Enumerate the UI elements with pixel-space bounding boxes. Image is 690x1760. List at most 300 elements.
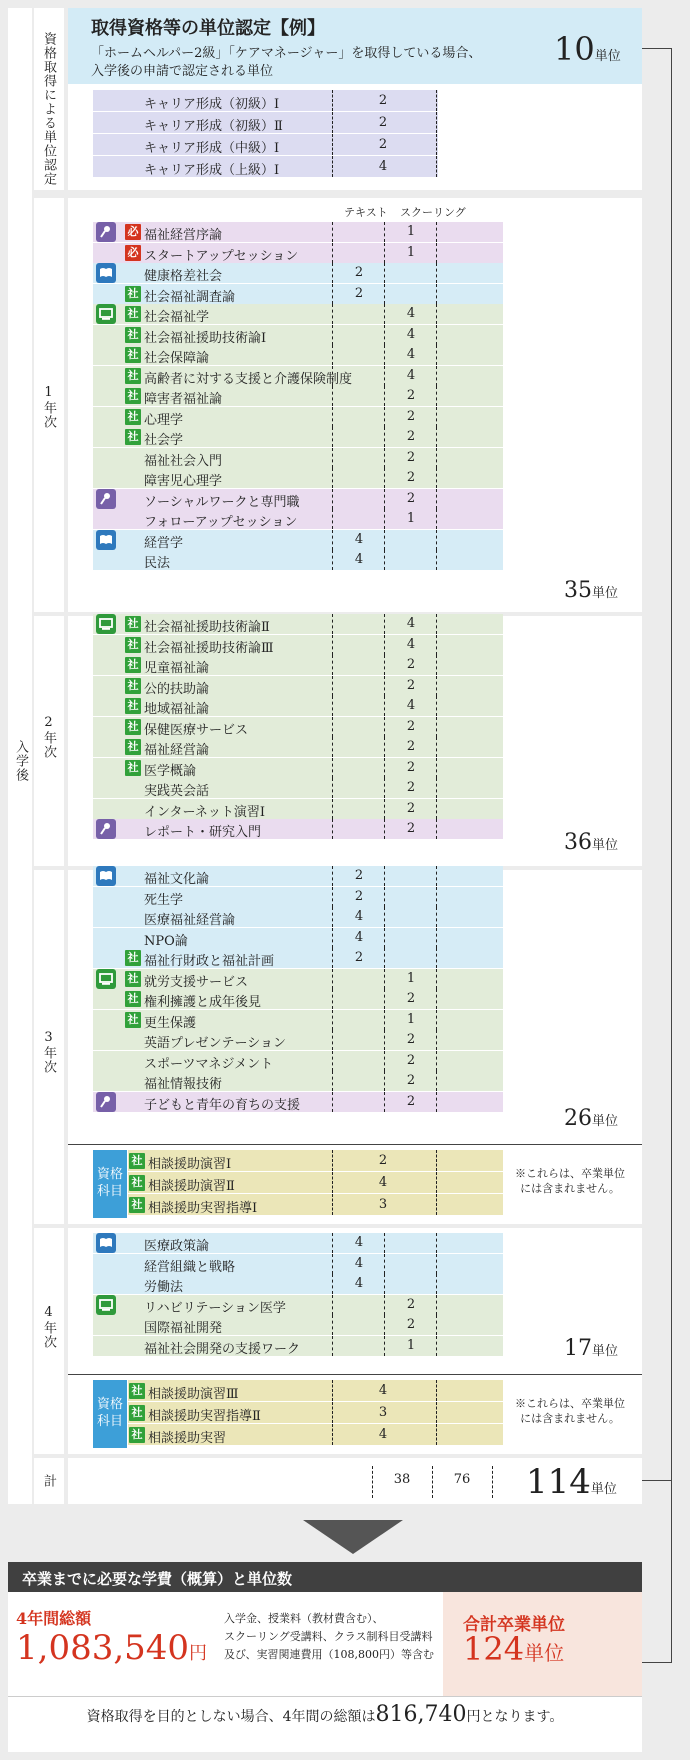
year4-note: ※これらは、卒業単位 には含まれません。 <box>515 1397 625 1425</box>
col-divider <box>436 635 437 655</box>
col-divider <box>332 635 333 655</box>
badge-icon: 社 <box>129 1405 145 1421</box>
badge-icon: 社 <box>125 327 141 343</box>
certification-desc-2: 入学後の申請で認定される単位 <box>91 64 274 79</box>
subject-name: キャリア形成（初級）Ⅱ <box>144 119 283 134</box>
admission-label: 入学後 <box>13 740 28 782</box>
schooling-units: 2 <box>406 657 416 672</box>
credit-side-label: 資格取得による単位認定 <box>41 32 56 186</box>
subject-name: レポート・研究入門 <box>144 825 262 840</box>
subject-name: 英語プレゼンテーション <box>144 1036 286 1051</box>
col-divider <box>332 1233 333 1253</box>
schooling-units: 2 <box>406 449 416 465</box>
col-divider <box>436 550 437 570</box>
schooling-units: 1 <box>406 970 416 986</box>
qual-units: 2 <box>378 1153 388 1168</box>
subject-name: 就労支援サービス <box>144 974 249 990</box>
table-row <box>68 489 642 509</box>
col-divider <box>332 655 333 675</box>
badge-icon: 社 <box>125 678 141 694</box>
col-divider <box>436 1194 437 1215</box>
qual-units: 3 <box>378 1405 388 1420</box>
col-divider <box>384 1336 385 1356</box>
schooling-units: 1 <box>406 244 416 260</box>
col-divider <box>332 112 333 133</box>
monitor-icon <box>96 304 116 324</box>
col-divider <box>332 799 333 819</box>
col-divider <box>436 1315 437 1335</box>
connector-top <box>642 48 672 49</box>
col-divider <box>436 1150 437 1171</box>
table-row <box>68 90 642 111</box>
col-divider <box>332 887 333 907</box>
subject-name: 医学概論 <box>144 763 197 779</box>
subject-name: リハビリテーション医学 <box>144 1300 286 1316</box>
col-divider <box>384 386 385 406</box>
col-divider <box>384 427 385 447</box>
col-divider <box>384 696 385 716</box>
badge-icon: 社 <box>125 1012 141 1028</box>
schooling-units: 1 <box>406 511 416 526</box>
text-units: 2 <box>354 285 364 301</box>
subject-name: 子どもと青年の育ちの支援 <box>144 1097 301 1113</box>
col-divider <box>384 325 385 345</box>
year2-units: 36単位 <box>564 830 619 855</box>
year4-qual-label: 資格科目 <box>93 1380 127 1448</box>
qual-units: 3 <box>378 1197 388 1212</box>
down-arrow-icon <box>303 1520 403 1554</box>
total-dash-2 <box>432 1466 433 1498</box>
col-divider <box>384 304 385 324</box>
col-divider <box>436 509 437 529</box>
col-divider <box>436 1233 437 1253</box>
col-divider <box>436 263 437 283</box>
subject-name: キャリア形成（初級）Ⅰ <box>144 97 280 112</box>
credit-units: 2 <box>378 93 388 108</box>
text-units: 4 <box>354 531 364 547</box>
schooling-units: 1 <box>406 224 416 239</box>
schooling-units: 2 <box>406 490 416 506</box>
subject-name: 福祉経営序論 <box>144 228 223 243</box>
qual-units: 4 <box>378 1427 388 1442</box>
mic-icon <box>96 489 116 509</box>
col-divider <box>332 325 333 345</box>
col-divider <box>384 1051 385 1071</box>
table-row <box>68 345 642 365</box>
subject-name: 社会福祉学 <box>144 310 210 325</box>
table-row <box>68 969 642 989</box>
col-divider <box>332 1254 333 1274</box>
total-label: 計 <box>41 1474 56 1488</box>
qual-units: 4 <box>378 1383 388 1398</box>
text-units: 4 <box>354 929 364 945</box>
col-divider <box>384 284 385 304</box>
subject-name: フォローアップセッション <box>144 515 298 530</box>
col-divider <box>436 304 437 324</box>
table-row <box>68 655 642 675</box>
table-row <box>68 1010 642 1030</box>
text-units: 4 <box>354 909 364 924</box>
badge-icon: 社 <box>125 698 141 714</box>
subject-name: 国際福祉開発 <box>144 1321 223 1336</box>
fee-note: 入学金、授業料（教材費含む）、 スクーリング受講料、クラス制科目受講料 及び、実習関連費用（108,800円）等含む <box>224 1612 435 1661</box>
badge-icon: 社 <box>125 388 141 404</box>
col-divider <box>332 468 333 488</box>
text-units: 2 <box>354 868 364 883</box>
table-row <box>68 799 642 819</box>
subject-name: 死生学 <box>144 892 184 908</box>
schooling-units: 2 <box>406 718 416 734</box>
col-divider <box>384 530 385 550</box>
year4-label: 4年次 <box>41 1305 56 1349</box>
col-divider <box>436 655 437 675</box>
subject-name: 医療福祉経営論 <box>144 913 236 928</box>
col-divider <box>332 509 333 529</box>
col-divider <box>332 758 333 778</box>
year3-rows <box>68 866 642 1112</box>
subject-name: スポーツマネジメント <box>144 1056 274 1072</box>
connector-mid <box>642 1480 672 1481</box>
col-divider <box>332 778 333 798</box>
subject-name: NPO論 <box>144 933 188 949</box>
col-divider <box>384 928 385 948</box>
subject-name: 経営学 <box>144 535 184 551</box>
col-divider <box>384 778 385 798</box>
col-divider <box>436 1092 437 1112</box>
badge-icon: 社 <box>125 347 141 363</box>
col-divider <box>332 156 333 177</box>
credit-units: 2 <box>378 115 388 130</box>
table-row <box>68 758 642 778</box>
col-divider <box>436 448 437 468</box>
qual-units: 4 <box>378 1175 388 1190</box>
subject-name: 労働法 <box>144 1280 184 1295</box>
table-row <box>68 1092 642 1112</box>
certification-section <box>68 8 642 190</box>
table-row <box>68 112 642 133</box>
col-divider <box>384 907 385 927</box>
col-divider <box>384 222 385 242</box>
book-icon <box>96 263 116 283</box>
text-units: 4 <box>354 1235 364 1250</box>
total-schooling: 76 <box>453 1472 471 1487</box>
table-row <box>68 635 642 655</box>
subject-name: 福祉情報技術 <box>144 1077 223 1092</box>
table-row <box>68 386 642 406</box>
year1-rows <box>68 222 642 571</box>
total-dash-1 <box>372 1466 373 1498</box>
subject-name: ソーシャルワークと専門職 <box>144 494 300 510</box>
col-divider <box>436 948 437 968</box>
col-divider <box>332 448 333 468</box>
subject-name: 医療政策論 <box>144 1239 210 1254</box>
col-divider <box>332 1336 333 1356</box>
year3-units: 26単位 <box>564 1106 619 1131</box>
subject-name: 相談援助演習Ⅱ <box>148 1179 235 1194</box>
subject-name: 社会学 <box>144 433 184 448</box>
badge-icon: 社 <box>125 286 141 302</box>
col-divider <box>436 696 437 716</box>
summary-box <box>8 1562 642 1752</box>
monitor-icon <box>96 969 116 989</box>
schooling-units: 2 <box>406 759 416 775</box>
subject-name: 相談援助演習Ⅲ <box>148 1387 239 1402</box>
text-units: 2 <box>354 888 364 904</box>
col-divider <box>384 799 385 819</box>
badge-icon: 社 <box>125 306 141 322</box>
year3-divider <box>68 1144 642 1145</box>
year4-rows <box>68 1233 642 1356</box>
col-divider <box>384 758 385 778</box>
col-divider <box>332 1402 333 1423</box>
col-divider <box>332 1380 333 1401</box>
col-divider <box>436 134 437 155</box>
badge-icon: 社 <box>125 739 141 755</box>
col-divider <box>332 1051 333 1071</box>
table-row <box>68 222 642 242</box>
subject-name: 福祉経営論 <box>144 743 210 758</box>
mic-icon <box>96 819 116 839</box>
subject-name: 経営組織と戦略 <box>144 1259 236 1275</box>
table-row <box>68 1233 642 1253</box>
badge-icon: 社 <box>129 1175 145 1191</box>
badge-icon: 社 <box>125 760 141 776</box>
col-divider <box>332 366 333 386</box>
table-row <box>68 263 642 283</box>
col-divider <box>436 799 437 819</box>
summary-divider <box>8 1696 642 1697</box>
subject-name: 社会福祉調査論 <box>144 289 236 305</box>
col-divider <box>384 468 385 488</box>
col-divider <box>384 1071 385 1091</box>
col-divider <box>436 530 437 550</box>
subject-name: 福祉文化論 <box>144 872 210 887</box>
subject-name: 民法 <box>144 556 171 571</box>
badge-icon: 社 <box>125 950 141 966</box>
schooling-units: 2 <box>406 429 416 444</box>
subject-name: 健康格差社会 <box>144 269 223 284</box>
col-divider <box>332 550 333 570</box>
col-divider <box>384 969 385 989</box>
col-divider <box>332 1010 333 1030</box>
year4-divider <box>68 1374 642 1375</box>
col-divider <box>332 1274 333 1294</box>
table-row <box>68 448 642 468</box>
year2-section <box>68 616 642 866</box>
table-row <box>68 427 642 447</box>
table-row <box>68 948 642 968</box>
col-divider <box>436 1336 437 1356</box>
badge-icon: 必 <box>125 224 141 240</box>
col-divider <box>384 448 385 468</box>
table-row <box>68 989 642 1009</box>
badge-icon: 社 <box>125 409 141 425</box>
col-divider <box>436 758 437 778</box>
table-row <box>68 676 642 696</box>
col-divider <box>332 386 333 406</box>
col-divider <box>332 1315 333 1335</box>
col-divider <box>332 928 333 948</box>
col-divider <box>436 90 437 111</box>
total-text: 38 <box>393 1472 411 1487</box>
col-divider <box>384 489 385 509</box>
col-divider <box>332 530 333 550</box>
subject-name: 社会保障論 <box>144 351 210 366</box>
certification-desc-1: 「ホームヘルパー2級」「ケアマネージャー」を取得している場合、 <box>91 46 482 61</box>
subject-name: 相談援助実習指導Ⅱ <box>148 1409 261 1424</box>
col-divider <box>332 407 333 427</box>
schooling-units: 4 <box>406 326 416 342</box>
table-row <box>68 1051 642 1071</box>
col-divider <box>332 866 333 886</box>
schooling-units: 1 <box>406 1337 416 1353</box>
col-divider <box>384 550 385 570</box>
badge-icon: 社 <box>125 616 141 632</box>
col-divider <box>436 284 437 304</box>
subject-name: 地域福祉論 <box>144 702 210 717</box>
col-divider <box>384 717 385 737</box>
col-divider <box>384 866 385 886</box>
year4-units: 17単位 <box>564 1336 619 1361</box>
schooling-units: 2 <box>406 780 416 795</box>
col-divider <box>332 90 333 111</box>
certification-rows <box>68 90 642 188</box>
col-divider <box>332 1424 333 1445</box>
year1-label: 1年次 <box>41 385 56 429</box>
schooling-units: 1 <box>406 1011 416 1027</box>
col-divider <box>384 1233 385 1253</box>
col-divider <box>384 635 385 655</box>
grad-label: 合計卒業単位 <box>463 1615 565 1635</box>
badge-icon: 社 <box>129 1153 145 1169</box>
subject-name: 相談援助演習Ⅰ <box>148 1157 232 1172</box>
subject-name: 権利擁護と成年後見 <box>144 995 262 1010</box>
subject-name: 相談援助実習指導Ⅰ <box>148 1201 258 1216</box>
text-units: 4 <box>354 1255 364 1271</box>
subject-name: 障害児心理学 <box>144 474 223 489</box>
table-row <box>68 1424 642 1445</box>
schooling-units: 2 <box>406 388 416 403</box>
subject-name: 心理学 <box>144 412 184 428</box>
col-divider <box>436 112 437 133</box>
badge-icon: 社 <box>129 1383 145 1399</box>
col-divider <box>384 1274 385 1294</box>
table-row <box>68 1254 642 1274</box>
col-divider <box>436 1402 437 1423</box>
schooling-units: 4 <box>406 698 416 713</box>
table-row <box>68 887 642 907</box>
col-divider <box>384 655 385 675</box>
col-divider <box>436 1424 437 1445</box>
book-icon <box>96 530 116 550</box>
schooling-units: 2 <box>406 991 416 1006</box>
table-row <box>68 284 642 304</box>
col-divider <box>332 222 333 242</box>
badge-icon: 社 <box>125 368 141 384</box>
col-divider <box>436 907 437 927</box>
col-divider <box>332 1150 333 1171</box>
subject-name: 更生保護 <box>144 1015 197 1031</box>
col-divider <box>332 717 333 737</box>
schooling-units: 2 <box>406 1093 416 1109</box>
col-divider <box>436 345 437 365</box>
col-divider <box>436 989 437 1009</box>
book-icon <box>96 866 116 886</box>
table-row <box>68 325 642 345</box>
table-row <box>68 304 642 324</box>
connector-vertical <box>671 48 672 1662</box>
col-divider <box>332 819 333 839</box>
book-icon <box>96 1233 116 1253</box>
col-divider <box>384 948 385 968</box>
schooling-units: 4 <box>406 636 416 652</box>
subject-name: 公的扶助論 <box>144 681 210 697</box>
mic-icon <box>96 222 116 242</box>
col-divider <box>436 1295 437 1315</box>
col-divider <box>436 614 437 634</box>
badge-icon: 社 <box>129 1197 145 1213</box>
schooling-units: 4 <box>406 347 416 362</box>
table-row <box>68 928 642 948</box>
summary-header-title: 卒業までに必要な学費（概算）と単位数 <box>22 1570 293 1588</box>
col-divider <box>332 1030 333 1050</box>
col-divider <box>384 1092 385 1112</box>
col-divider <box>332 1295 333 1315</box>
table-row <box>68 778 642 798</box>
schooling-units: 2 <box>406 1296 416 1312</box>
col-divider <box>436 156 437 177</box>
schooling-units: 2 <box>406 1073 416 1088</box>
table-row <box>68 1336 642 1356</box>
col-divider <box>436 1071 437 1091</box>
col-divider <box>384 887 385 907</box>
col-divider <box>332 1172 333 1193</box>
table-row <box>68 717 642 737</box>
table-row <box>68 1295 642 1315</box>
subject-name: 社会福祉援助技術論Ⅰ <box>144 330 267 346</box>
table-row <box>68 468 642 488</box>
subject-name: 実践英会話 <box>144 784 210 799</box>
text-units: 4 <box>354 552 364 567</box>
col-divider <box>332 284 333 304</box>
text-units: 2 <box>354 950 364 965</box>
year3-qual-label: 資格科目 <box>93 1150 127 1218</box>
col-divider <box>384 1010 385 1030</box>
col-divider <box>384 1030 385 1050</box>
col-divider <box>332 676 333 696</box>
subject-name: 障害者福祉論 <box>144 392 223 407</box>
col-divider <box>436 1254 437 1274</box>
fee-amount: 1,083,540円 <box>16 1628 208 1668</box>
col-divider <box>384 345 385 365</box>
badge-icon: 社 <box>125 971 141 987</box>
col-divider <box>384 1315 385 1335</box>
col-divider <box>436 778 437 798</box>
col-divider <box>332 948 333 968</box>
subject-name: 福祉行財政と福祉計画 <box>144 954 275 969</box>
subject-name: 保健医療サービス <box>144 722 249 738</box>
table-row <box>68 614 642 634</box>
fee-label: 4年間総額 <box>16 1609 92 1628</box>
credit-units: 2 <box>378 137 388 152</box>
table-row <box>68 1194 642 1215</box>
subject-name: キャリア形成（上級）Ⅰ <box>144 163 280 178</box>
table-row <box>68 1071 642 1091</box>
mic-icon <box>96 1092 116 1112</box>
badge-icon: 社 <box>125 637 141 653</box>
subject-name: キャリア形成（中級）Ⅰ <box>144 141 280 156</box>
table-row <box>68 156 642 177</box>
